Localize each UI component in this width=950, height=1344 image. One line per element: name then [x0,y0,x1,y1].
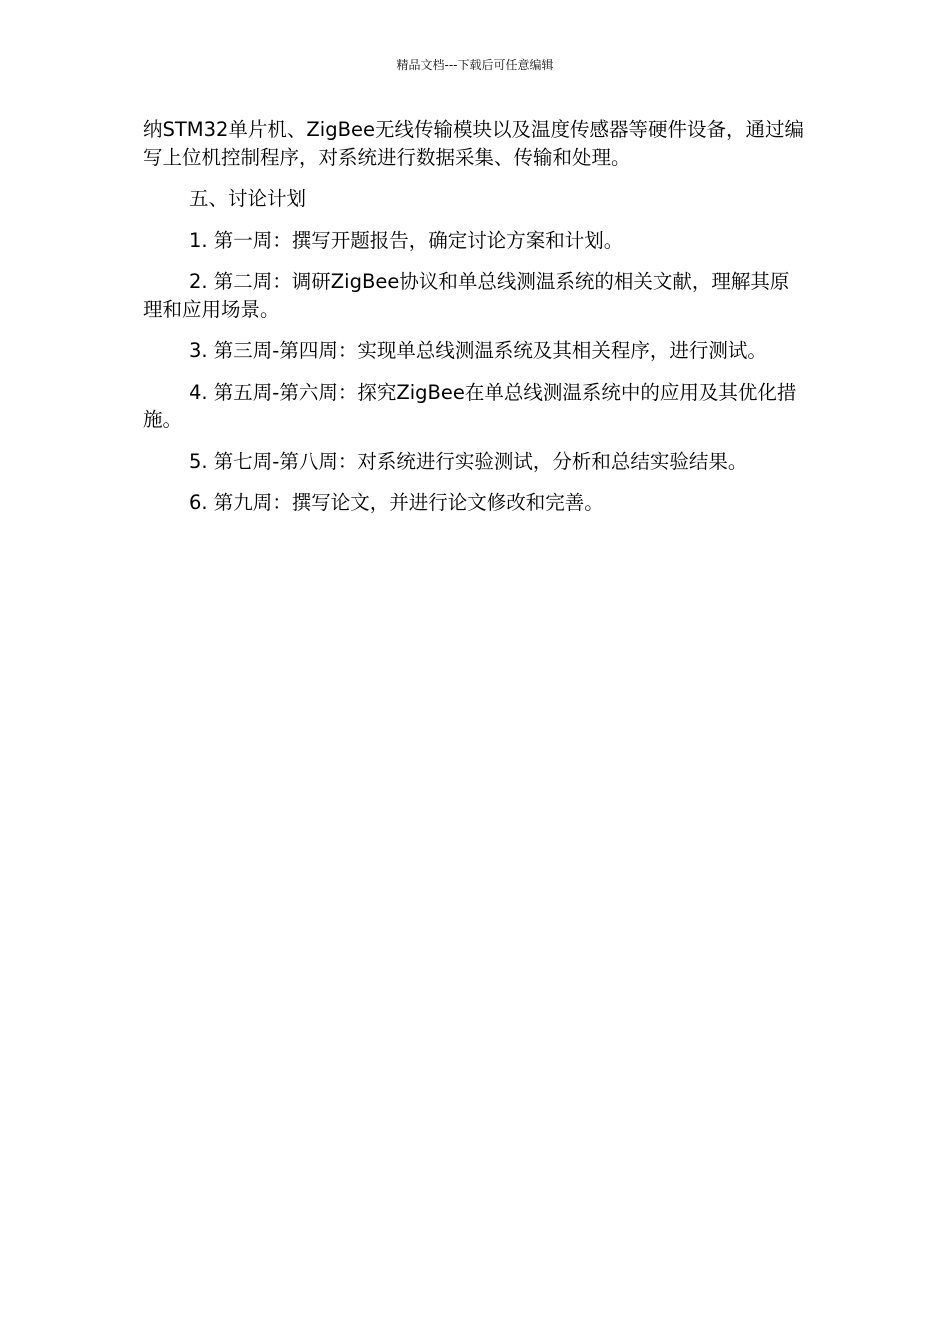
plan-item: 4. 第五周-第六周：探究ZigBee在单总线测温系统中的应用及其优化措施。 [143,380,797,431]
section-heading: 五、讨论计划 [189,187,307,210]
plan-item: 3. 第三周-第四周：实现单总线测温系统及其相关程序，进行测试。 [189,339,767,362]
plan-item: 1. 第一周：撰写开题报告，确定讨论方案和计划。 [189,228,624,252]
plan-item: 5. 第七周-第八周：对系统进行实验测试，分析和总结实验结果。 [189,449,748,473]
continuation-paragraph: 纳STM32单片机、ZigBee无线传输模块以及温度传感器等硬件设备，通过编写上位机控制程序，对系统进行数据采集、传输和处理。 [143,118,804,169]
plan-item: 6. 第九周：撰写论文，并进行论文修改和完善。 [189,491,604,514]
plan-item: 2. 第二周：调研ZigBee协议和单总线测温系统的相关文献，理解其原理和应用场景。 [143,270,790,321]
document-body [143,116,807,531]
page-header: 精品文档---下载后可任意编辑 [396,58,554,72]
